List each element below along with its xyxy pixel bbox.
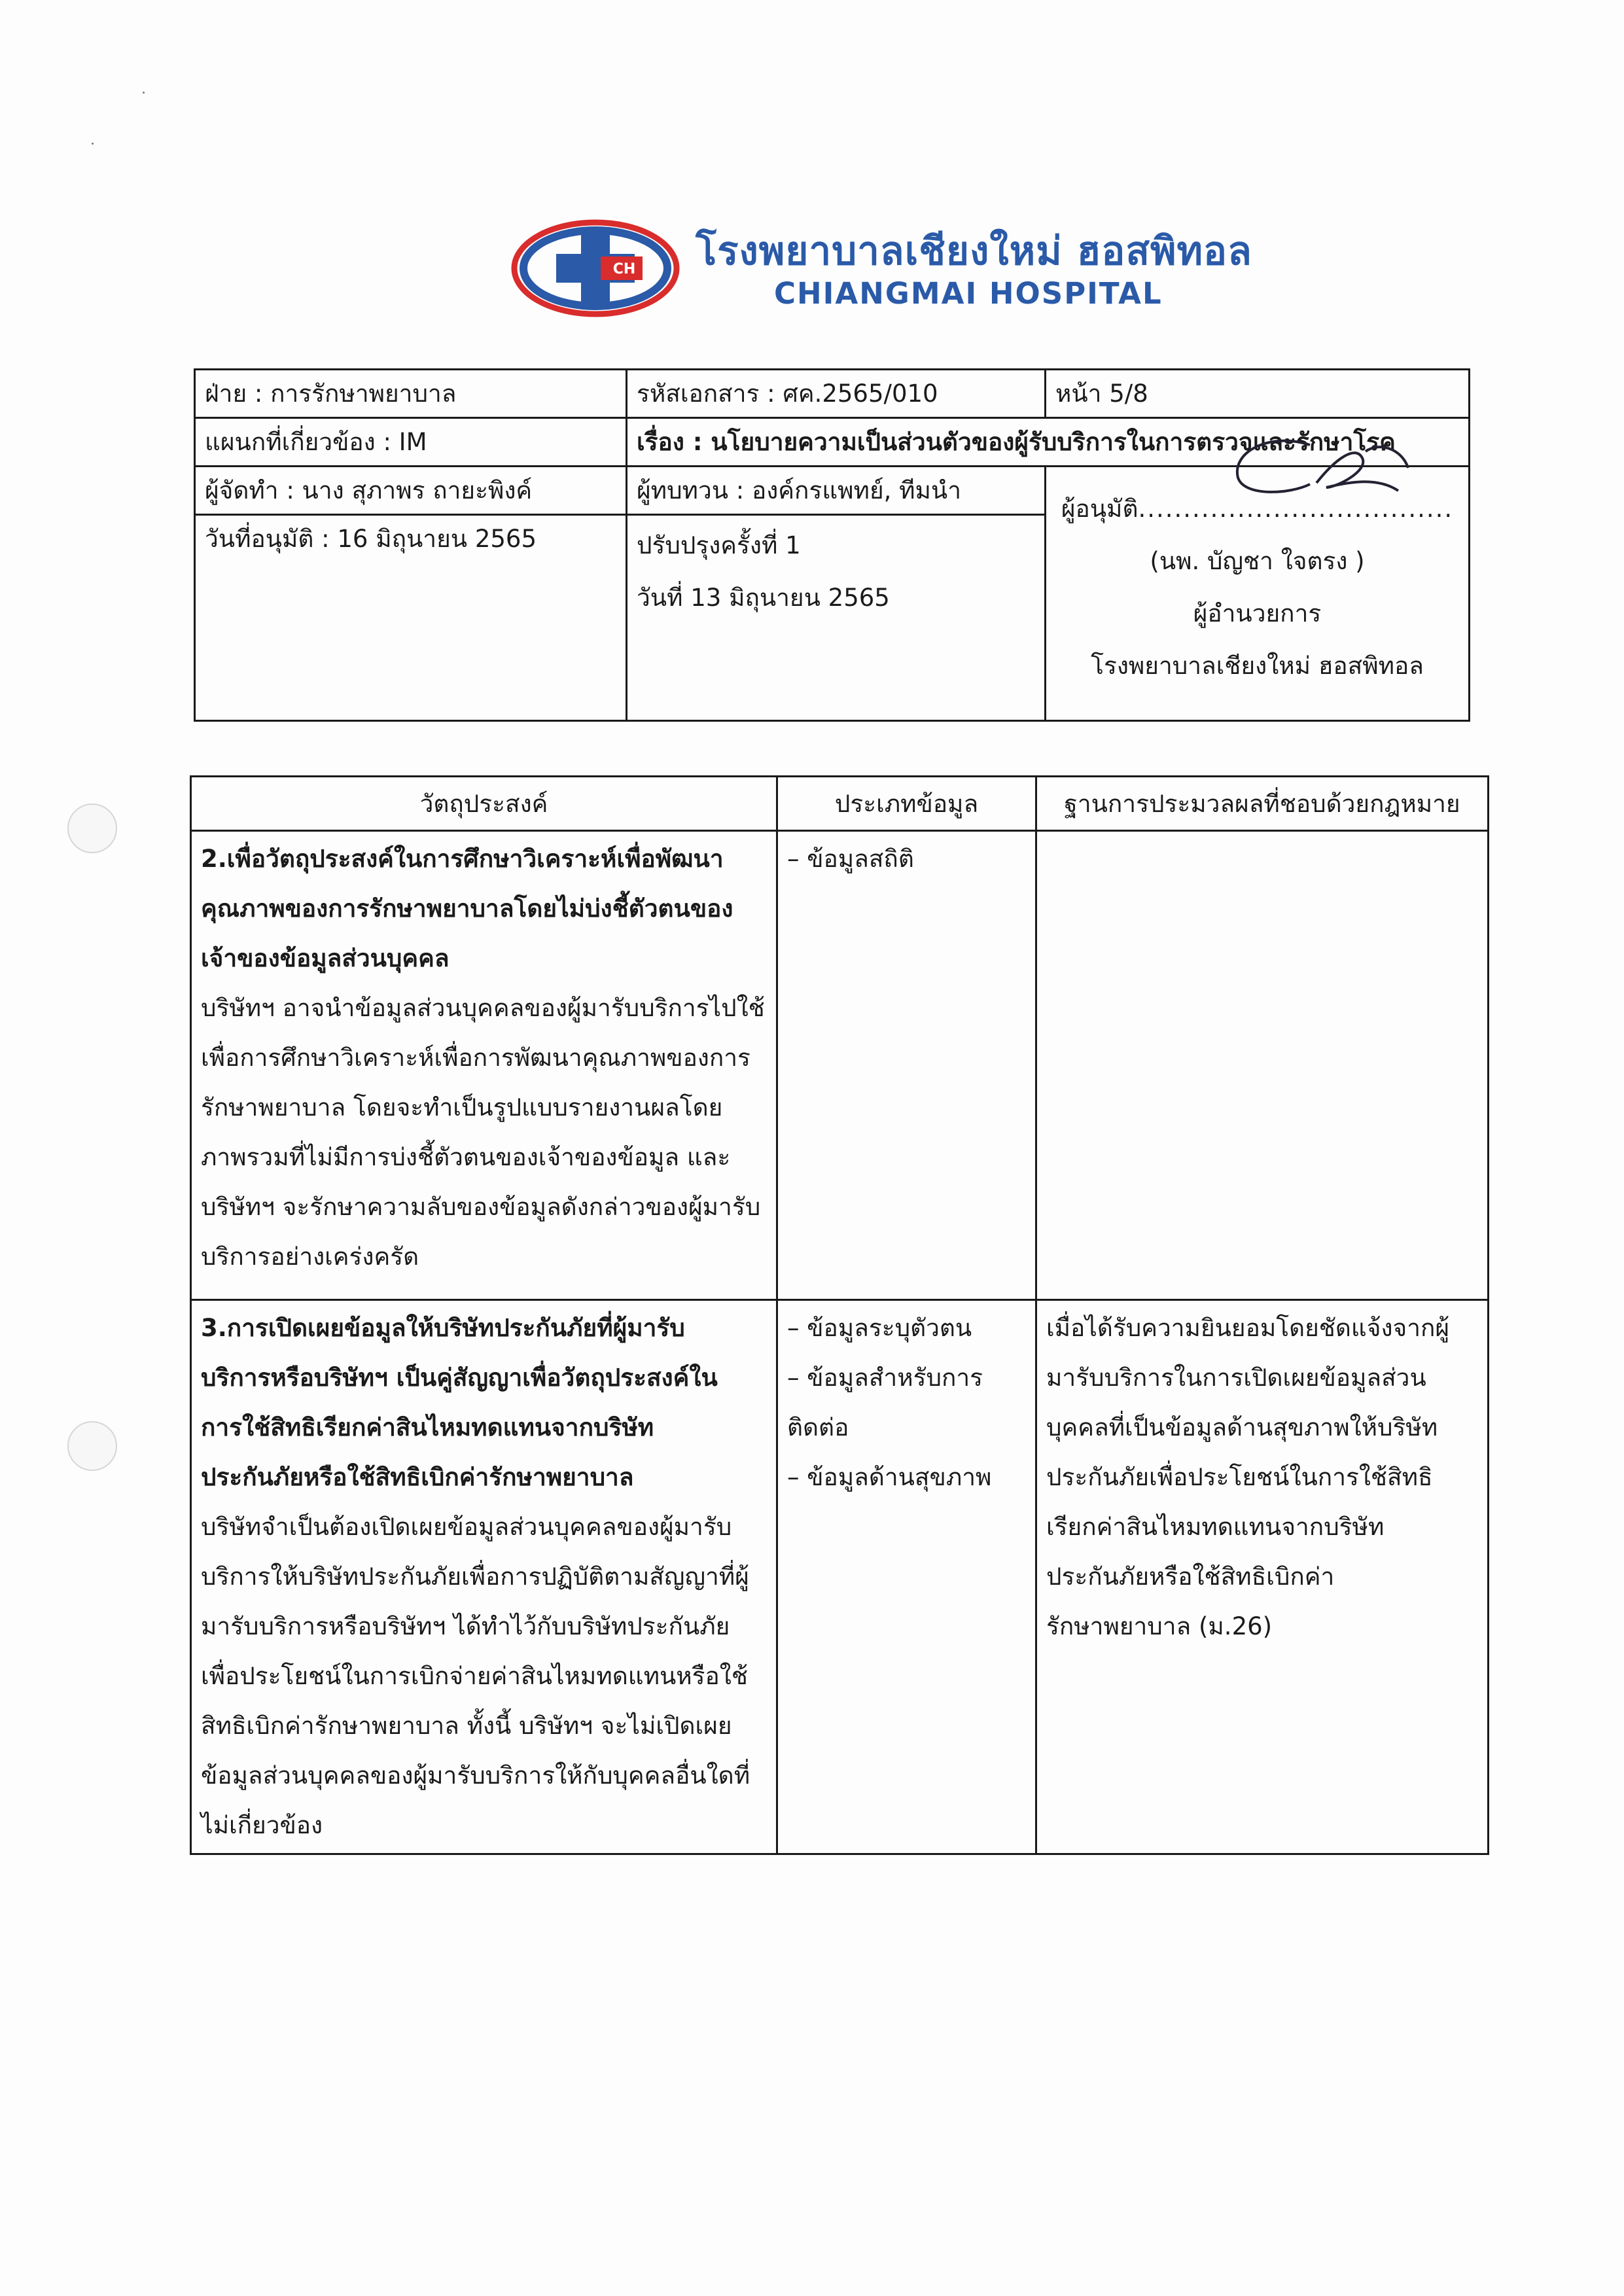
table-row [191,831,1489,1300]
hospital-logo [510,216,1252,321]
legal-basis-cell [1036,831,1489,1300]
punch-hole [67,1421,117,1471]
purpose-title-line: 2.เพื่อวัตถุประสงค์ในการศึกษาวิเคราะห์เพื่อพัฒนา [201,845,724,873]
reviewed-by-cell: ผู้ทบทวน : องค์กรแพทย์, ทีมนำ [627,467,1046,515]
purpose-title-line: บริการหรือบริษัทฯ เป็นคู่สัญญาเพื่อวัตถุประสงค์ใน [201,1364,718,1392]
approver-dots: ................................... [1138,495,1454,523]
purpose-body-line: บริการอย่างเคร่งครัด [201,1243,419,1271]
data-type-item: – ข้อมูลระบุตัวตน [787,1314,972,1342]
purpose-body-line: บริษัทฯ อาจนำข้อมูลส่วนบุคคลของผู้มารับบริการไปใช้ [201,994,765,1022]
purpose-title-line: คุณภาพของการรักษาพยาบาลโดยไม่บ่งชี้ตัวตนของ [201,894,733,923]
department-cell: แผนกที่เกี่ยวข้อง : IM [195,418,627,467]
legal-basis-line: เรียกค่าสินไหมทดแทนจากบริษัท [1046,1513,1385,1541]
scan-speck [143,92,145,94]
column-header-legal-basis: ฐานการประมวลผลที่ชอบด้วยกฎหมาย [1036,777,1489,831]
legal-basis-line: มารับบริการในการเปิดเผยข้อมูลส่วน [1046,1364,1426,1392]
legal-basis-line: ประกันภัยเพื่อประโยชน์ในการใช้สิทธิ [1046,1463,1433,1491]
approval-cell [1046,467,1470,721]
approver-label: ผู้อนุมัติ [1061,495,1139,523]
purpose-body-line: บริษัทจำเป็นต้องเปิดเผยข้อมูลส่วนบุคคลของผู้มารับ [201,1513,732,1541]
purpose-cell [191,1300,777,1854]
approval-date-cell: วันที่อนุมัติ : 16 มิถุนายน 2565 [195,515,627,721]
purpose-title-line: เจ้าของข้อมูลส่วนบุคคล [201,944,450,972]
purpose-title-line: 3.การเปิดเผยข้อมูลให้บริษัทประกันภัยที่ผู้มารับ [201,1314,685,1342]
purpose-body-line: รักษาพยาบาล โดยจะทำเป็นรูปแบบรายงานผลโดย [201,1093,723,1122]
data-type-item: – ข้อมูลด้านสุขภาพ [787,1463,992,1491]
purpose-body-line: บริษัทฯ จะรักษาความลับของข้อมูลดังกล่าวของผู้มารับ [201,1193,761,1221]
handwritten-signature [1212,432,1428,504]
approver-organization: โรงพยาบาลเชียงใหม่ ฮอสพิทอล [1091,652,1424,680]
purpose-title-line: การใช้สิทธิเรียกค่าสินไหมทดแทนจากบริษัท [201,1413,654,1441]
column-header-purpose: วัตถุประสงค์ [191,777,777,831]
purpose-body-line: ข้อมูลส่วนบุคคลของผู้มารับบริการให้กับบุคคลอื่นใดที่ [201,1761,750,1790]
data-type-item: ติดต่อ [787,1413,849,1441]
legal-basis-line: เมื่อได้รับความยินยอมโดยชัดแจ้งจากผู้ [1046,1314,1450,1342]
legal-basis-cell [1036,1300,1489,1854]
purpose-cell [191,831,777,1300]
data-type-item: – ข้อมูลสถิติ [787,845,914,873]
punch-hole [67,804,117,853]
doc-code-cell: รหัสเอกสาร : ศค.2565/010 [627,370,1046,418]
revision-date: วันที่ 13 มิถุนายน 2565 [637,584,890,612]
document-header-table [194,368,1470,722]
approver-signature-line [1061,483,1453,535]
purpose-body-line: เพื่อประโยชน์ในการเบิกจ่ายค่าสินไหมทดแทนหรือใช้ [201,1662,748,1690]
purpose-body-line: ภาพรวมที่ไม่มีการบ่งชี้ตัวตนของเจ้าของข้อมูล และ [201,1143,731,1171]
page-number-cell: หน้า 5/8 [1046,370,1470,418]
legal-basis-line: บุคคลที่เป็นข้อมูลด้านสุขภาพให้บริษัท [1046,1413,1438,1441]
approver-name: (นพ. บัญชา ใจตรง ) [1150,547,1365,575]
scan-speck [92,143,94,145]
division-cell: ฝ่าย : การรักษาพยาบาล [195,370,627,418]
privacy-purpose-table [190,775,1489,1855]
prepared-by-cell: ผู้จัดทำ : นาง สุภาพร ถายะพิงค์ [195,467,627,515]
data-type-item: – ข้อมูลสำหรับการ [787,1364,983,1392]
subject-cell: เรื่อง : นโยบายความเป็นส่วนตัวของผู้รับบริการในการตรวจและรักษาโรค [627,418,1470,467]
data-type-cell [777,1300,1036,1854]
logo-mark-text: CH [612,261,636,277]
purpose-body-line: บริการให้บริษัทประกันภัยเพื่อการปฏิบัติตามสัญญาที่ผู้ [201,1563,749,1591]
purpose-body-line: ไม่เกี่ยวข้อง [201,1811,323,1839]
logo-name-thai: โรงพยาบาลเชียงใหม่ ฮอสพิทอล [696,228,1252,274]
purpose-body-line: เพื่อการศึกษาวิเคราะห์เพื่อการพัฒนาคุณภาพของการ [201,1044,750,1072]
data-type-cell [777,831,1036,1300]
approver-title: ผู้อำนวยการ [1193,599,1322,627]
revision-cell [627,515,1046,721]
purpose-body-line: สิทธิเบิกค่ารักษาพยาบาล ทั้งนี้ บริษัทฯ จะไม่เปิดเผย [201,1712,732,1740]
column-header-data-type: ประเภทข้อมูล [777,777,1036,831]
legal-basis-line: รักษาพยาบาล (ม.26) [1046,1612,1273,1640]
hospital-emblem-icon [510,216,687,321]
revision-number: ปรับปรุงครั้งที่ 1 [637,531,801,559]
legal-basis-line: ประกันภัยหรือใช้สิทธิเบิกค่า [1046,1563,1335,1591]
purpose-title-line: ประกันภัยหรือใช้สิทธิเบิกค่ารักษาพยาบาล [201,1463,634,1491]
logo-name-english: CHIANGMAI HOSPITAL [774,276,1163,311]
table-row [191,1300,1489,1854]
purpose-body-line: มารับบริการหรือบริษัทฯ ได้ทำไว้กับบริษัทประกันภัย [201,1612,730,1640]
